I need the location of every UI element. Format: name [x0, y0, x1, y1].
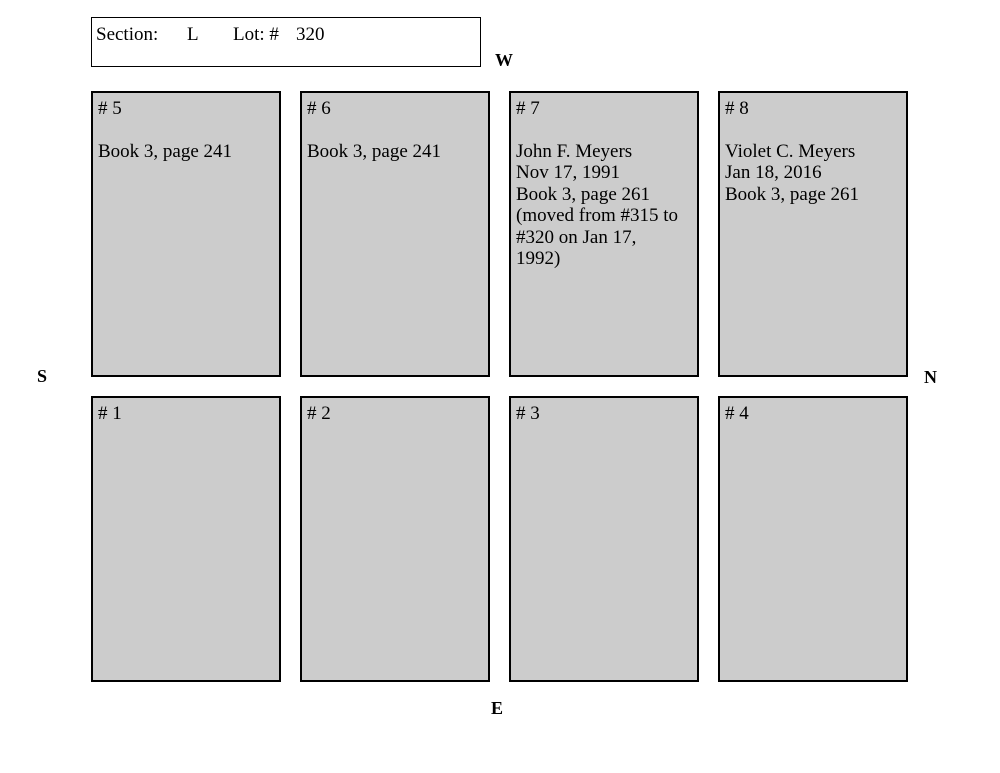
compass-west: W	[495, 50, 513, 70]
plot-8	[718, 91, 908, 377]
plot-number: # 2	[307, 403, 331, 424]
plot-record-line: (moved from #315 to	[516, 205, 679, 226]
compass-north: N	[924, 367, 937, 387]
plot-record-line: Jan 18, 2016	[725, 162, 822, 183]
plot-6	[300, 91, 490, 377]
plot-number: # 6	[307, 98, 331, 119]
plot-5	[91, 91, 281, 377]
plot-record-line: Violet C. Meyers	[725, 140, 856, 162]
plot-record-line: Nov 17, 1991	[516, 162, 620, 183]
plot-7	[509, 91, 699, 377]
plot-record-line: 1992)	[516, 248, 561, 269]
lot-value: 320	[296, 24, 325, 45]
plot-record-line: Book 3, page 261	[725, 183, 860, 205]
plot-number: # 8	[725, 98, 749, 119]
plot-4	[718, 396, 908, 682]
compass-east: E	[491, 698, 504, 718]
plot-record-line: Book 3, page 241	[307, 140, 442, 162]
plot-3	[509, 396, 699, 682]
plot-1	[91, 396, 281, 682]
lot-header-box	[91, 17, 481, 67]
plot-number: # 3	[516, 403, 540, 424]
plot-record-line: John F. Meyers	[516, 140, 633, 162]
plot-number: # 5	[98, 98, 122, 119]
plot-number: # 7	[516, 98, 540, 119]
plot-2	[300, 396, 490, 682]
section-value: L	[187, 24, 199, 45]
section-label: Section:	[96, 24, 159, 45]
lot-label: Lot: #	[233, 24, 279, 45]
plot-record-line: Book 3, page 261	[516, 183, 651, 205]
plot-number: # 1	[98, 403, 122, 424]
plot-record-line: #320 on Jan 17,	[516, 226, 637, 248]
plot-number: # 4	[725, 403, 749, 424]
plot-record-line: Book 3, page 241	[98, 140, 233, 162]
compass-south: S	[37, 366, 48, 386]
